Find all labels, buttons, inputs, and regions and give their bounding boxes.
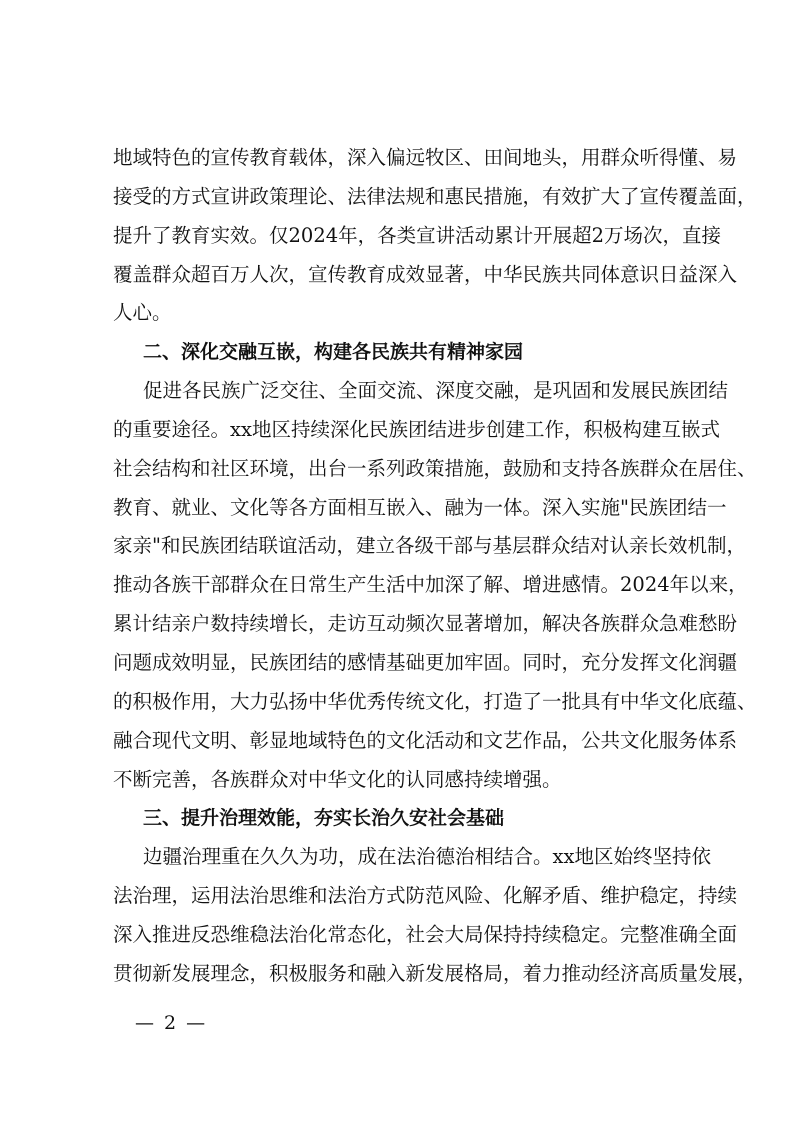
text-line: 不断完善，各族群众对中华文化的认同感持续增强。 (113, 767, 562, 791)
text-line: 覆盖群众超百万人次，宣传教育成效显著，中华民族共同体意识日益深入 (113, 262, 738, 286)
paragraph (113, 139, 757, 333)
text-line: 累计结亲户数持续增长，走访互动频次显著增加，解决各族群众急难愁盼 (113, 612, 738, 636)
page-number: — 2 — (135, 1012, 208, 1034)
text-line: 提升了教育实效。仅2024年，各类宣讲活动累计开展超2万场次，直接 (113, 223, 722, 247)
section-heading (113, 333, 683, 372)
text-line: 接受的方式宣讲政策理论、法律法规和惠民措施，有效扩大了宣传覆盖面， (113, 184, 757, 208)
heading-text: 三、提升治理效能，夯实长治久安社会基础 (143, 807, 505, 830)
text-line: 推动各族干部群众在日常生产生活中加深了解、增进感情。2024年以来， (113, 573, 748, 597)
section-heading (113, 799, 683, 838)
text-line: 融合现代文明、彰显地域特色的文化活动和文艺作品，公共文化服务体系 (113, 728, 738, 752)
text-line: 地域特色的宣传教育载体，深入偏远牧区、田间地头，用群众听得懂、易 (113, 146, 738, 169)
text-line: 问题成效明显，民族团结的感情基础更加牢固。同时，充分发挥文化润疆 (113, 650, 738, 674)
text-line: 社会结构和社区环境，出台一系列政策措施，鼓励和支持各族群众在居住、 (113, 456, 757, 480)
text-line: 人心。 (113, 301, 172, 325)
text-line: 贯彻新发展理念，积极服务和融入新发展格局，着力推动经济高质量发展， (113, 961, 757, 985)
paragraph (113, 838, 757, 993)
text-line: 的重要途径。xx地区持续深化民族团结进步创建工作，积极构建互嵌式 (113, 417, 720, 441)
text-line: 深入推进反恐维稳法治化常态化，社会大局保持持续稳定。完整准确全面 (113, 922, 738, 946)
text-line: 家亲"和民族团结联谊活动，建立各级干部与基层群众结对认亲长效机制， (113, 534, 746, 558)
text-line: 边疆治理重在久久为功，成在法治德治相结合。xx地区始终坚持依 (143, 845, 711, 869)
heading-text: 二、深化交融互嵌，构建各民族共有精神家园 (143, 341, 524, 364)
text-line: 的积极作用，大力弘扬中华优秀传统文化，打造了一批具有中华文化底蕴、 (113, 689, 757, 713)
paragraph (113, 372, 757, 799)
document-body (113, 139, 757, 994)
text-line: 法治理，运用法治思维和法治方式防范风险、化解矛盾、维护稳定，持续 (113, 884, 738, 908)
text-line: 促进各民族广泛交往、全面交流、深度交融，是巩固和发展民族团结 (143, 379, 729, 403)
text-line: 教育、就业、文化等各方面相互嵌入、融为一体。深入实施"民族团结一 (113, 495, 727, 519)
